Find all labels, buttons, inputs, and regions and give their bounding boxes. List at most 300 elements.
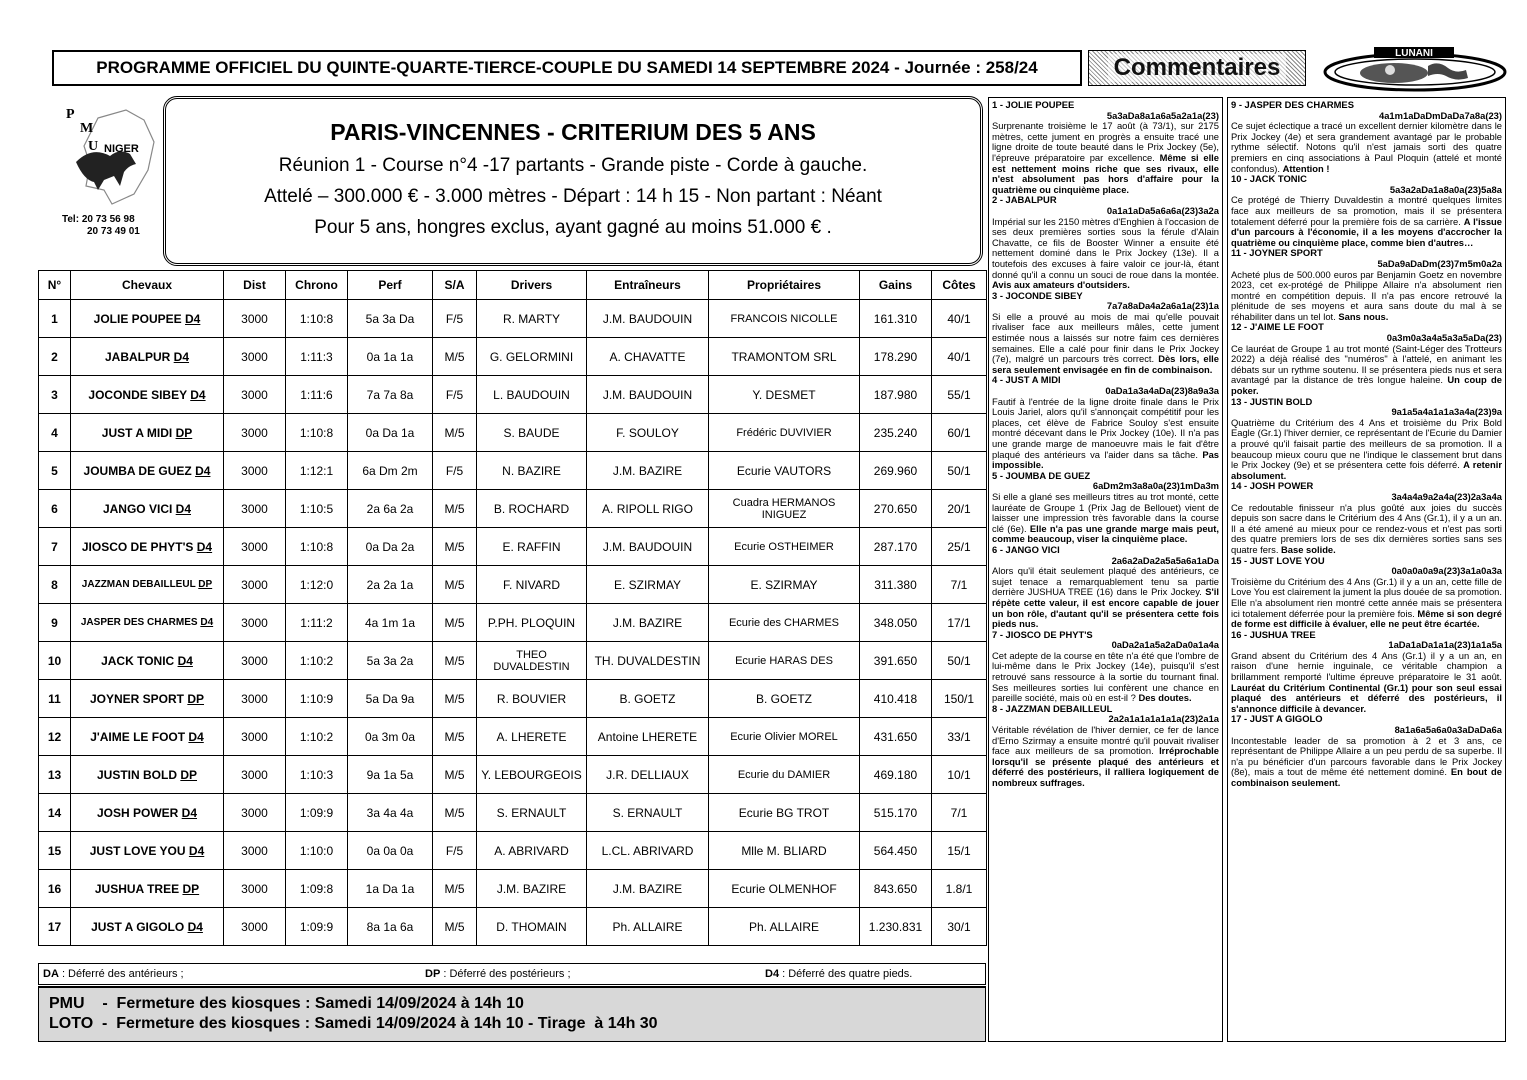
comment-form-code: 4a1m1aDaDmDaDa7a8a(23) bbox=[1379, 109, 1502, 121]
table-row bbox=[39, 414, 987, 452]
comment-text bbox=[992, 312, 1219, 376]
owner-cell: Frédéric DUVIVIER bbox=[709, 414, 860, 452]
perf-cell: 4a 1m 1a bbox=[348, 604, 433, 642]
horse-name: JUST A GIGOLO bbox=[91, 919, 185, 934]
shoeing-tag: D4 bbox=[195, 463, 211, 478]
comment-entry bbox=[1231, 714, 1502, 788]
driver-cell: S. ERNAULT bbox=[477, 794, 587, 832]
dist-cell: 3000 bbox=[224, 908, 286, 946]
driver-cell: D. THOMAIN bbox=[477, 908, 587, 946]
chrono-cell: 1:09:8 bbox=[286, 870, 348, 908]
comment-horse-heading: 3 - JOCONDE SIBEY bbox=[992, 289, 1083, 301]
chrono-cell: 1:10:2 bbox=[286, 642, 348, 680]
chrono-cell: 1:09:9 bbox=[286, 908, 348, 946]
comment-verdict: Même si son degré de forme est difficile à évaluer, elle ne peut être écartée. bbox=[1231, 607, 1502, 630]
trainer-cell: Ph. ALLAIRE bbox=[587, 908, 709, 946]
driver-cell: Y. LEBOURGEOIS bbox=[477, 756, 587, 794]
comment-verdict: Base solide. bbox=[1281, 543, 1336, 555]
comment-verdict: Dès lors, elle sera seulement envisagée en fin de combinaison. bbox=[992, 353, 1219, 375]
comment-form-code: 0aDa1a3a4aDa(23)8a9a3a bbox=[1105, 385, 1219, 397]
n-cell: 9 bbox=[39, 604, 71, 642]
horse-name: JUST LOVE YOU bbox=[89, 843, 186, 858]
driver-cell: A. LHERETE bbox=[477, 718, 587, 756]
owner-cell: Ecurie BG TROT bbox=[709, 794, 860, 832]
gains-cell: 843.650 bbox=[860, 870, 932, 908]
sa-cell: M/5 bbox=[433, 680, 477, 718]
comment-form-code: 9a1a5a4a1a1a3a4a(23)9a bbox=[1391, 406, 1502, 418]
horse-name-cell bbox=[71, 414, 224, 452]
column-header: N° bbox=[39, 271, 71, 300]
chrono-cell: 1:11:6 bbox=[286, 376, 348, 414]
trainer-cell: J.M. BAUDOUIN bbox=[587, 528, 709, 566]
dist-cell: 3000 bbox=[224, 490, 286, 528]
table-row bbox=[39, 680, 987, 718]
horse-name: JOCONDE SIBEY bbox=[88, 387, 187, 402]
trainer-cell: L.CL. ABRIVARD bbox=[587, 832, 709, 870]
comment-form-code: 3a4a4a9a2a4a(23)2a3a4a bbox=[1391, 490, 1502, 502]
gains-cell: 178.290 bbox=[860, 338, 932, 376]
trainer-cell: S. ERNAULT bbox=[587, 794, 709, 832]
dist-cell: 3000 bbox=[224, 376, 286, 414]
cote-cell: 7/1 bbox=[932, 794, 987, 832]
n-cell: 16 bbox=[39, 870, 71, 908]
comment-horse-heading: 6 - JANGO VICI bbox=[992, 543, 1060, 555]
comment-text bbox=[1231, 344, 1502, 397]
horse-name: JUST A MIDI bbox=[101, 425, 173, 440]
n-cell: 11 bbox=[39, 680, 71, 718]
comment-text bbox=[992, 121, 1219, 195]
logo-niger: NIGER bbox=[104, 143, 139, 155]
shoeing-tag: D4 bbox=[187, 919, 203, 934]
sa-cell: M/5 bbox=[433, 756, 477, 794]
comment-form-code: 0a1a1aDa5a6a6a(23)3a2a bbox=[1106, 204, 1219, 216]
chrono-cell: 1:11:3 bbox=[286, 338, 348, 376]
comment-body: Grand absent du Critérium des 4 Ans (Gr.1) il y a un an, en raison d'une hernie inguinale, ce véritable champion a brillamment remporté l'ultime épreuve préparatoire le 31 août. bbox=[1231, 649, 1502, 683]
cote-cell: 60/1 bbox=[932, 414, 987, 452]
program-title: PROGRAMME OFFICIEL DU QUINTE-QUARTE-TIERCE-COUPLE DU SAMEDI 14 SEPTEMBRE 2024 - Journée : 258/24 bbox=[52, 50, 1082, 86]
horse-name: JUSHUA TREE bbox=[94, 881, 180, 896]
cote-cell: 15/1 bbox=[932, 832, 987, 870]
perf-cell: 9a 1a 5a bbox=[348, 756, 433, 794]
column-header: Chevaux bbox=[71, 271, 224, 300]
driver-cell: R. BOUVIER bbox=[477, 680, 587, 718]
comment-text bbox=[1231, 503, 1502, 556]
comment-entry bbox=[1231, 630, 1502, 715]
shoeing-tag: DP bbox=[180, 767, 198, 782]
cote-cell: 1.8/1 bbox=[932, 870, 987, 908]
horse-name-cell bbox=[71, 528, 224, 566]
dist-cell: 3000 bbox=[224, 566, 286, 604]
sa-cell: F/5 bbox=[433, 376, 477, 414]
horse-name: JANGO VICI bbox=[102, 501, 173, 516]
trainer-cell: A. RIPOLL RIGO bbox=[587, 490, 709, 528]
perf-cell: 0a 3m 0a bbox=[348, 718, 433, 756]
comment-body: Véritable révélation de l'hiver dernier, ce fer de lance d'Erno Szirmay a ensuite montré qu'il pouvait rivaliser face aux meilleurs de sa promotion. bbox=[992, 724, 1219, 757]
comment-horse-heading: 2 - JABALPUR bbox=[992, 194, 1057, 206]
n-cell: 5 bbox=[39, 452, 71, 490]
comment-text bbox=[992, 217, 1219, 291]
n-cell: 13 bbox=[39, 756, 71, 794]
shoeing-tag: DP bbox=[187, 691, 205, 706]
n-cell: 10 bbox=[39, 642, 71, 680]
column-header: Gains bbox=[860, 271, 932, 300]
sa-cell: M/5 bbox=[433, 528, 477, 566]
comments-column-left bbox=[988, 97, 1223, 1042]
shoeing-tag: D4 bbox=[190, 387, 206, 402]
sa-cell: M/5 bbox=[433, 718, 477, 756]
comment-form-code: 5a3aDa8a1a6a5a2a1a(23) bbox=[1106, 109, 1219, 121]
comment-verdict: Un coup de poker. bbox=[1231, 374, 1502, 397]
trainer-cell: E. SZIRMAY bbox=[587, 566, 709, 604]
comment-body: Impérial sur les 2150 mètres d'Enghien à l'occasion de ses deux premières sorties sous la férule d'Alain Chavatte, ce fils de Booster Winner a ensuite été nettement dominé dans le Prix Jockey (13e). Il a toutefois des excuses à faire valoir ce jour-là, étant donné qu'il a connu un souci de roue dans la montée. bbox=[992, 215, 1219, 280]
comment-text bbox=[992, 397, 1219, 471]
horse-name-cell bbox=[71, 870, 224, 908]
trainer-cell: A. CHAVATTE bbox=[587, 338, 709, 376]
table-row bbox=[39, 376, 987, 414]
owner-cell: Cuadra HERMANOS INIGUEZ bbox=[709, 490, 860, 528]
horse-name-cell bbox=[71, 794, 224, 832]
comments-title-box bbox=[1088, 50, 1306, 86]
owner-cell: TRAMONTOM SRL bbox=[709, 338, 860, 376]
legend-da-code: DA bbox=[43, 968, 59, 980]
comment-body: Incontestable leader de sa promotion à 2 et 3 ans, ce représentant de Philippe Allaire a un peu perdu de sa superbe. Il n'a pu bénéficier d'un parcours favorable dans le Prix Jockey (8e), mais a tout de même été nettement dominé. bbox=[1231, 734, 1502, 778]
sa-cell: M/5 bbox=[433, 794, 477, 832]
chrono-cell: 1:10:0 bbox=[286, 832, 348, 870]
horse-name: JOUMBA DE GUEZ bbox=[83, 463, 192, 478]
table-row bbox=[39, 718, 987, 756]
sa-cell: F/5 bbox=[433, 300, 477, 338]
cote-cell: 20/1 bbox=[932, 490, 987, 528]
race-line-3: Pour 5 ans, hongres exclus, ayant gagné au moins 51.000 € . bbox=[314, 217, 832, 238]
chrono-cell: 1:11:2 bbox=[286, 604, 348, 642]
comment-body: Si elle a glané ses meilleurs titres au trot monté, cette lauréate de Groupe 1 (Prix Jag de Bellouet) vient de laisser une impression très favorable dans la course clé (6e). bbox=[992, 490, 1219, 534]
horse-name: J'AIME LE FOOT bbox=[90, 729, 186, 744]
comment-horse-heading: 15 - JUST LOVE YOU bbox=[1231, 554, 1325, 566]
horse-name: JAZZMAN DEBAILLEUL bbox=[81, 579, 196, 590]
perf-cell: 2a 2a 1a bbox=[348, 566, 433, 604]
comment-entry bbox=[1231, 248, 1502, 322]
perf-cell: 7a 7a 8a bbox=[348, 376, 433, 414]
comment-entry bbox=[992, 100, 1219, 195]
dist-cell: 3000 bbox=[224, 642, 286, 680]
perf-cell: 8a 1a 6a bbox=[348, 908, 433, 946]
horse-name-cell bbox=[71, 490, 224, 528]
driver-cell: L. BAUDOUIN bbox=[477, 376, 587, 414]
comment-horse-heading: 5 - JOUMBA DE GUEZ bbox=[992, 469, 1091, 481]
cote-cell: 55/1 bbox=[932, 376, 987, 414]
horse-name-cell bbox=[71, 566, 224, 604]
comment-entry bbox=[992, 704, 1219, 789]
comment-form-code: 0a0a0a0a9a(23)3a1a0a3a bbox=[1391, 565, 1502, 577]
race-line-1: Réunion 1 - Course n°4 -17 partants - Grande piste - Corde à gauche. bbox=[278, 155, 868, 176]
cote-cell: 7/1 bbox=[932, 566, 987, 604]
table-row bbox=[39, 300, 987, 338]
comment-body: Alors qu'il était seulement plaqué des antérieurs, ce sujet tenace a remarquablement tenu sa partie derrière JUSHUA TREE (16) dans le Prix Jockey. bbox=[992, 565, 1219, 598]
comment-horse-heading: 14 - JOSH POWER bbox=[1231, 480, 1314, 492]
owner-cell: Mlle M. BLIARD bbox=[709, 832, 860, 870]
comment-verdict: A l'issue d'un parcours à l'économie, il a les moyens d'accrocher la quatrième ou cinquième place, comme bien d'autres… bbox=[1231, 215, 1502, 248]
driver-cell: A. ABRIVARD bbox=[477, 832, 587, 870]
lunani-logo bbox=[1316, 44, 1514, 94]
horse-name: JOSH POWER bbox=[96, 805, 179, 820]
comment-form-code: 2a2a1a1a1a1a1a(23)2a1a bbox=[1108, 713, 1219, 725]
cote-cell: 50/1 bbox=[932, 642, 987, 680]
driver-cell: R. MARTY bbox=[477, 300, 587, 338]
comment-text bbox=[1231, 577, 1502, 630]
comment-verdict: En bout de combinaison seulement. bbox=[1231, 766, 1502, 788]
comment-entry bbox=[992, 545, 1219, 630]
perf-cell: 1a Da 1a bbox=[348, 870, 433, 908]
comment-verdict: Des doutes. bbox=[1138, 692, 1192, 704]
legend-d4-code: D4 bbox=[765, 968, 780, 980]
trainer-cell: F. SOULOY bbox=[587, 414, 709, 452]
n-cell: 3 bbox=[39, 376, 71, 414]
gains-cell: 515.170 bbox=[860, 794, 932, 832]
driver-cell: F. NIVARD bbox=[477, 566, 587, 604]
horse-name-cell bbox=[71, 832, 224, 870]
race-title: PARIS-VINCENNES - CRITERIUM DES 5 ANS bbox=[330, 119, 816, 145]
shoeing-tag: D4 bbox=[196, 539, 213, 554]
shoeing-tag: D4 bbox=[188, 729, 204, 744]
trainer-cell: TH. DUVALDESTIN bbox=[587, 642, 709, 680]
sa-cell: M/5 bbox=[433, 908, 477, 946]
table-header-row bbox=[39, 271, 987, 300]
comment-form-code: 6aDm2m3a8a0a(23)1mDa3m bbox=[1092, 480, 1219, 492]
owner-cell: Ecurie OLMENHOF bbox=[709, 870, 860, 908]
owner-cell: FRANCOIS NICOLLE bbox=[709, 300, 860, 338]
n-cell: 8 bbox=[39, 566, 71, 604]
legend-da-text: : Déferré des antérieurs ; bbox=[58, 968, 184, 980]
chrono-cell: 1:10:8 bbox=[286, 414, 348, 452]
owner-cell: B. GOETZ bbox=[709, 680, 860, 718]
comment-entry bbox=[1231, 322, 1502, 396]
dist-cell: 3000 bbox=[224, 756, 286, 794]
driver-cell: B. ROCHARD bbox=[477, 490, 587, 528]
owner-cell: Ph. ALLAIRE bbox=[709, 908, 860, 946]
sa-cell: M/5 bbox=[433, 566, 477, 604]
comment-form-code: 5aDa9aDaDm(23)7m5m0a2a bbox=[1377, 257, 1502, 269]
shoeing-tag: D4 bbox=[175, 501, 192, 516]
comment-form-code: 7a7a8aDa4a2a6a1a(23)1a bbox=[1106, 300, 1219, 312]
legend-d4-text: : Déferré des quatre pieds. bbox=[779, 968, 913, 980]
trainer-cell: J.M. BAZIRE bbox=[587, 452, 709, 490]
horse-name: JOYNER SPORT bbox=[89, 691, 184, 706]
gains-cell: 270.650 bbox=[860, 490, 932, 528]
perf-cell: 6a Dm 2m bbox=[348, 452, 433, 490]
table-row bbox=[39, 452, 987, 490]
comment-text bbox=[1231, 736, 1502, 789]
comment-body: Cet adepte de la course en tête n'a été que l'ombre de lui-même dans le Prix Jockey (14e), puisqu'il s'est retrouvé sans ressource à la sortie du tournant final. Ses meilleures sorties lui confèrent une chance en pareille société, mais où en est-il ? bbox=[992, 649, 1219, 704]
gains-cell: 410.418 bbox=[860, 680, 932, 718]
driver-cell: E. RAFFIN bbox=[477, 528, 587, 566]
sa-cell: M/5 bbox=[433, 642, 477, 680]
column-header: Chrono bbox=[286, 271, 348, 300]
sa-cell: M/5 bbox=[433, 414, 477, 452]
table-row bbox=[39, 566, 987, 604]
comment-entry bbox=[992, 375, 1219, 470]
driver-cell: P.PH. PLOQUIN bbox=[477, 604, 587, 642]
horse-name: JACK TONIC bbox=[101, 653, 175, 668]
legend bbox=[38, 963, 986, 985]
comment-horse-heading: 12 - J'AIME LE FOOT bbox=[1231, 321, 1324, 333]
chrono-cell: 1:10:2 bbox=[286, 718, 348, 756]
comment-horse-heading: 7 - JIOSCO DE PHYT'S bbox=[992, 628, 1093, 640]
n-cell: 14 bbox=[39, 794, 71, 832]
table-row bbox=[39, 870, 987, 908]
comment-body: Quatrième du Critérium des 4 Ans et troisième du Prix Bold Eagle (Gr.1) l'hiver dernier, ce représentant de l'Ecurie du Damier a prouvé qu'il faisait partie des meilleurs de sa promotion. Il a beaucoup mieux couru que ne l'indique le classement brut dans le Prix Jockey (9e) et se présentera cette fois déferré. bbox=[1231, 416, 1502, 471]
sa-cell: F/5 bbox=[433, 452, 477, 490]
comment-verdict: Avis aux amateurs d'outsiders. bbox=[992, 279, 1130, 291]
comment-verdict: Pas impossible. bbox=[992, 448, 1219, 471]
cote-cell: 25/1 bbox=[932, 528, 987, 566]
comment-verdict: Irréprochable lorsqu'il se présente plaqué des antérieurs et déferré des postérieurs, il ralliera logiquement de nombreux suffrages. bbox=[992, 745, 1219, 788]
comment-text bbox=[1231, 270, 1502, 323]
legend-dp-code: DP bbox=[425, 968, 441, 980]
comment-entry bbox=[1231, 100, 1502, 174]
horse-name-cell bbox=[71, 718, 224, 756]
dist-cell: 3000 bbox=[224, 832, 286, 870]
phone-1: Tel: 20 73 56 98 bbox=[62, 214, 135, 225]
kiosk-loto-line: LOTO - Fermeture des kiosques : Samedi 14/09/2024 à 14h 10 - Tirage à 14h 30 bbox=[49, 1015, 658, 1032]
horse-name-cell bbox=[71, 300, 224, 338]
comments-column-right bbox=[1227, 97, 1506, 1042]
dist-cell: 3000 bbox=[224, 528, 286, 566]
comment-horse-heading: 4 - JUST A MIDI bbox=[992, 374, 1061, 386]
n-cell: 6 bbox=[39, 490, 71, 528]
comment-horse-heading: 13 - JUSTIN BOLD bbox=[1231, 395, 1313, 407]
chrono-cell: 1:10:8 bbox=[286, 300, 348, 338]
comment-entry bbox=[992, 195, 1219, 290]
comment-text bbox=[1231, 121, 1502, 174]
sa-cell: M/5 bbox=[433, 490, 477, 528]
shoeing-tag: DP bbox=[198, 579, 213, 590]
perf-cell: 5a Da 9a bbox=[348, 680, 433, 718]
comment-horse-heading: 17 - JUST A GIGOLO bbox=[1231, 713, 1323, 725]
shoeing-tag: D4 bbox=[200, 617, 214, 628]
perf-cell: 0a Da 2a bbox=[348, 528, 433, 566]
comment-verdict: Sans nous. bbox=[1338, 310, 1389, 322]
comment-form-code: 5a3a2aDa1a8a0a(23)5a8a bbox=[1389, 183, 1502, 195]
comment-horse-heading: 9 - JASPER DES CHARMES bbox=[1231, 99, 1354, 110]
horse-name-cell bbox=[71, 680, 224, 718]
owner-cell: Ecurie VAUTORS bbox=[709, 452, 860, 490]
n-cell: 15 bbox=[39, 832, 71, 870]
dist-cell: 3000 bbox=[224, 794, 286, 832]
logo-letter-m: M bbox=[80, 121, 94, 136]
chrono-cell: 1:10:9 bbox=[286, 680, 348, 718]
n-cell: 4 bbox=[39, 414, 71, 452]
owner-cell: Ecurie du DAMIER bbox=[709, 756, 860, 794]
comment-verdict: Lauréat du Critérium Continental (Gr.1) pour son seul essai plaqué des antérieurs et déferré des postérieurs, il s'annonce difficile à devancer. bbox=[1231, 681, 1502, 714]
logo-letter-p: P bbox=[66, 107, 75, 122]
comment-entry bbox=[992, 291, 1219, 376]
cote-cell: 50/1 bbox=[932, 452, 987, 490]
horse-name: JASPER DES CHARMES bbox=[80, 617, 198, 628]
trainer-cell: J.M. BAZIRE bbox=[587, 604, 709, 642]
shoeing-tag: D4 bbox=[177, 653, 193, 668]
owner-cell: Ecurie des CHARMES bbox=[709, 604, 860, 642]
gains-cell: 564.450 bbox=[860, 832, 932, 870]
race-line-2: Attelé – 300.000 € - 3.000 mètres - Départ : 14 h 15 - Non partant : Néant bbox=[264, 186, 882, 207]
column-header: Dist bbox=[224, 271, 286, 300]
comment-body: Ce lauréat de Groupe 1 au trot monté (Saint-Léger des Trotteurs 2022) a déjà réalisé des "numéros" à l'attelé, en animant les débats sur un rythme soutenu. Il se présentera pieds nus et sera avantagé par la distance de très longue haleine. bbox=[1231, 342, 1502, 386]
comment-body: Si elle a prouvé au mois de mai qu'elle pouvait rivaliser face aux meilleurs mâles, cette jument estimée nous a laissés sur notre faim ces dernières semaines. Elle a calé pour finir dans le Prix Jockey (7e), malgré un parcours très correct. bbox=[992, 310, 1219, 365]
trainer-cell: J.M. BAUDOUIN bbox=[587, 376, 709, 414]
chrono-cell: 1:10:8 bbox=[286, 528, 348, 566]
dist-cell: 3000 bbox=[224, 680, 286, 718]
table-row bbox=[39, 338, 987, 376]
race-info-box bbox=[163, 96, 983, 266]
trainer-cell: J.M. BAZIRE bbox=[587, 870, 709, 908]
comment-horse-heading: 10 - JACK TONIC bbox=[1231, 173, 1307, 185]
table-row bbox=[39, 756, 987, 794]
dist-cell: 3000 bbox=[224, 414, 286, 452]
horse-name-cell bbox=[71, 642, 224, 680]
cote-cell: 30/1 bbox=[932, 908, 987, 946]
comment-verdict: Même si elle est nettement moins riche que ses rivaux, elle n'est absolument pas hors d'affaire pour la quatrième ou cinquième place. bbox=[992, 151, 1219, 195]
comment-text bbox=[992, 725, 1219, 789]
comments-title: Commentaires bbox=[1108, 54, 1287, 82]
sa-cell: M/5 bbox=[433, 338, 477, 376]
perf-cell: 5a 3a Da bbox=[348, 300, 433, 338]
comment-entry bbox=[1231, 556, 1502, 630]
driver-cell: N. BAZIRE bbox=[477, 452, 587, 490]
sa-cell: F/5 bbox=[433, 832, 477, 870]
gains-cell: 1.230.831 bbox=[860, 908, 932, 946]
table-row bbox=[39, 832, 987, 870]
comment-form-code: 0a3m0a3a4a5a3a5aDa(23) bbox=[1386, 332, 1502, 344]
comment-verdict: Elle n'a pas une grande marge mais peut, comme beaucoup, viser la cinquième place. bbox=[992, 522, 1219, 545]
dist-cell: 3000 bbox=[224, 604, 286, 642]
logo-letter-u: U bbox=[88, 139, 99, 154]
column-header: Propriétaires bbox=[709, 271, 860, 300]
comment-form-code: 1aDa1aDa1a1a(23)1a1a5a bbox=[1388, 639, 1502, 651]
comment-body: Acheté plus de 500.000 euros par Benjamin Goetz en novembre 2023, cet ex-protégé de Philippe Allaire n'a absolument rien montré en compétition depuis. Il n'a pas encore retrouvé la plénitude de ses moyens et aura sans doute du mal à se réhabiliter dans un tel lot. bbox=[1231, 268, 1502, 322]
horse-name-cell bbox=[71, 908, 224, 946]
chrono-cell: 1:10:5 bbox=[286, 490, 348, 528]
legend-dp-text: : Déferré des postérieurs ; bbox=[440, 968, 571, 980]
horse-name: JOLIE POUPEE bbox=[93, 311, 182, 326]
table-row bbox=[39, 794, 987, 832]
owner-cell: Ecurie OSTHEIMER bbox=[709, 528, 860, 566]
cote-cell: 150/1 bbox=[932, 680, 987, 718]
kiosk-pmu-line: PMU - Fermeture des kiosques : Samedi 14/09/2024 à 14h 10 bbox=[49, 995, 524, 1012]
perf-cell: 2a 6a 2a bbox=[348, 490, 433, 528]
gains-cell: 161.310 bbox=[860, 300, 932, 338]
column-header: S/A bbox=[433, 271, 477, 300]
column-header: Drivers bbox=[477, 271, 587, 300]
cote-cell: 40/1 bbox=[932, 338, 987, 376]
horse-name-cell bbox=[71, 338, 224, 376]
gains-cell: 348.050 bbox=[860, 604, 932, 642]
cote-cell: 10/1 bbox=[932, 756, 987, 794]
cote-cell: 17/1 bbox=[932, 604, 987, 642]
chrono-cell: 1:10:3 bbox=[286, 756, 348, 794]
driver-cell: J.M. BAZIRE bbox=[477, 870, 587, 908]
perf-cell: 5a 3a 2a bbox=[348, 642, 433, 680]
comment-entry bbox=[1231, 397, 1502, 482]
table-row bbox=[39, 604, 987, 642]
comment-body: Surprenante troisième le 17 août (à 73/1), sur 2175 mètres, cette jument en progrès a ensuite tracé une ligne droite de toute beauté dans le Prix Jockey (5e), l'épreuve préparatoire par excellence. bbox=[992, 120, 1219, 163]
n-cell: 17 bbox=[39, 908, 71, 946]
gains-cell: 431.650 bbox=[860, 718, 932, 756]
comment-form-code: 2a6a2aDa2a5a5a6a1aDa bbox=[1111, 554, 1219, 566]
n-cell: 2 bbox=[39, 338, 71, 376]
trainer-cell: J.M. BAUDOUIN bbox=[587, 300, 709, 338]
perf-cell: 0a 0a 0a bbox=[348, 832, 433, 870]
comment-entry bbox=[1231, 481, 1502, 555]
dist-cell: 3000 bbox=[224, 870, 286, 908]
